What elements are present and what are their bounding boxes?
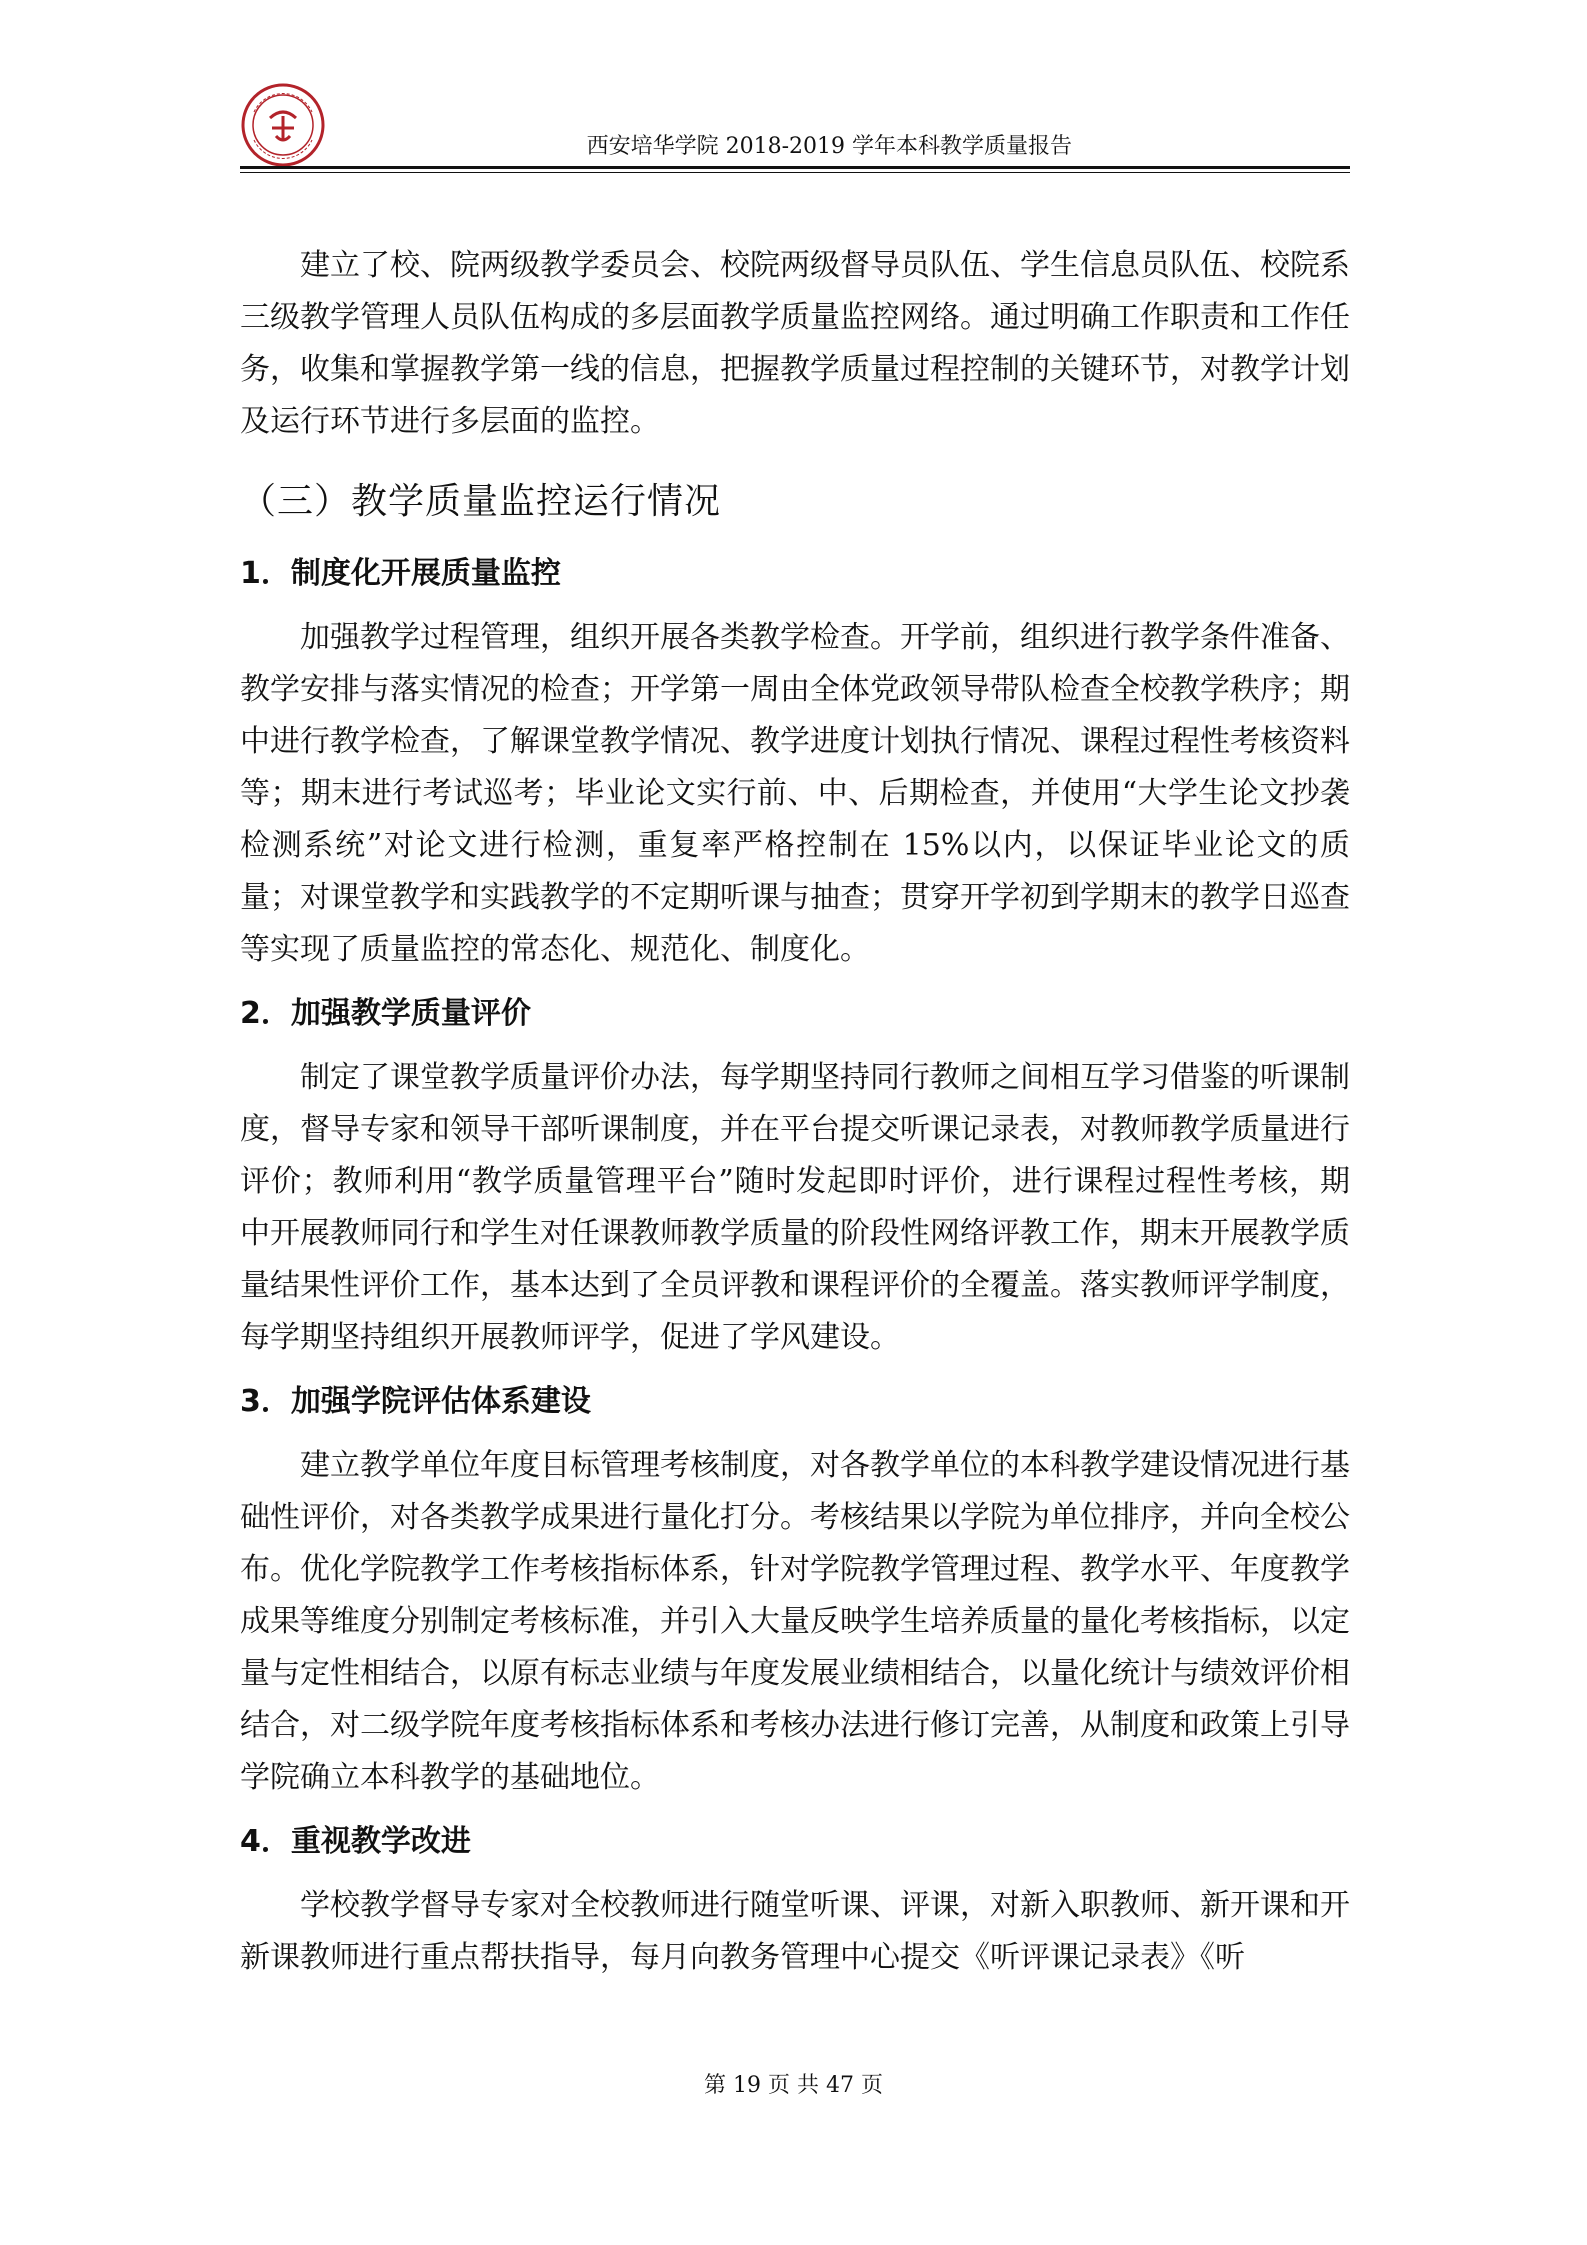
subsection-4-title: 4．重视教学改进 — [240, 1824, 471, 1859]
subsection-3-title: 3．加强学院评估体系建设 — [240, 1384, 591, 1419]
university-seal-logo — [240, 82, 326, 168]
subsection-2-title: 2．加强教学质量评价 — [240, 996, 531, 1031]
page-content — [240, 240, 1350, 1984]
page-header — [240, 82, 1350, 168]
header-rule — [240, 166, 1350, 173]
intro-paragraph: 建立了校、院两级教学委员会、校院两级督导员队伍、学生信息员队伍、校院系三级教学管理人员队伍构成的多层面教学质量监控网络。通过明确工作职责和工作任务，收集和掌握教学第一线的信息，把握教学质量过程控制的关键环节，对教学计划及运行环节进行多层面的监控。 — [240, 248, 1350, 439]
subsection-1-body: 加强教学过程管理，组织开展各类教学检查。开学前，组织进行教学条件准备、教学安排与落实情况的检查；开学第一周由全体党政领导带队检查全校教学秩序；期中进行教学检查，了解课堂教学情况、教学进度计划执行情况、课程过程性考核资料等；期末进行考试巡考；毕业论文实行前、中、后期检查，并使用“大学生论文抄袭检测系统”对论文进行检测，重复率严格控制在 15%以内，以保证毕业论文的质量；对课堂教学和实践教学的不定期听课与抽查；贯穿开学初到学期末的教学日巡查等实现了质量监控的常态化、规范化、制度化。 — [240, 620, 1350, 967]
subsection-4-body: 学校教学督导专家对全校教师进行随堂听课、评课，对新入职教师、新开课和开新课教师进行重点帮扶指导，每月向教务管理中心提交《听评课记录表》《听 — [240, 1888, 1350, 1975]
section-heading: （三）教学质量监控运行情况 — [240, 481, 722, 522]
subsection-3-body: 建立教学单位年度目标管理考核制度，对各教学单位的本科教学建设情况进行基础性评价，对各类教学成果进行量化打分。考核结果以学院为单位排序，并向全校公布。优化学院教学工作考核指标体系，针对学院教学管理过程、教学水平、年度教学成果等维度分别制定考核标准，并引入大量反映学生培养质量的量化考核指标，以定量与定性相结合，以原有标志业绩与年度发展业绩相结合，以量化统计与绩效评价相结合，对二级学院年度考核指标体系和考核办法进行修订完善，从制度和政策上引导学院确立本科教学的基础地位。 — [240, 1448, 1350, 1795]
subsection-1-title: 1．制度化开展质量监控 — [240, 556, 561, 591]
subsection-2-body: 制定了课堂教学质量评价办法，每学期坚持同行教师之间相互学习借鉴的听课制度，督导专家和领导干部听课制度，并在平台提交听课记录表，对教师教学质量进行评价；教师利用“教学质量管理平台”随时发起即时评价，进行课程过程性考核，期中开展教师同行和学生对任课教师教学质量的阶段性网络评教工作，期末开展教学质量结果性评价工作，基本达到了全员评教和课程评价的全覆盖。落实教师评学制度，每学期坚持组织开展教师评学，促进了学风建设。 — [240, 1060, 1350, 1355]
page-footer: 第 19 页 共 47 页 — [704, 2073, 883, 2098]
header-title: 西安培华学院 2018-2019 学年本科教学质量报告 — [586, 134, 1072, 159]
